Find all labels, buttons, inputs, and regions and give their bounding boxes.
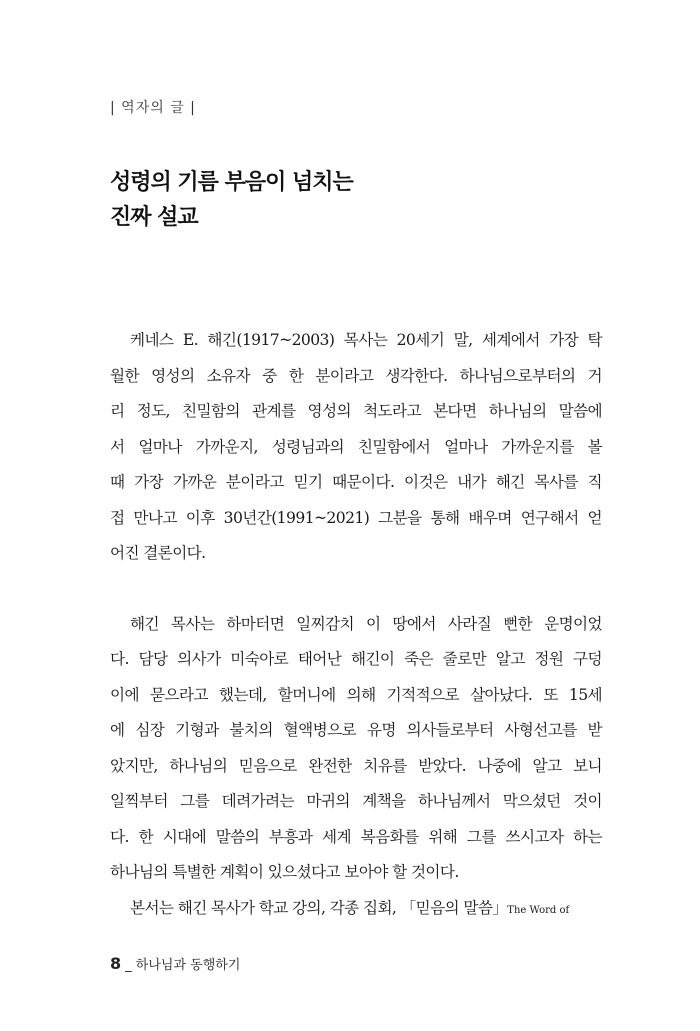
paragraph-1-line: 때 가장 가까운 분이라고 믿기 때문이다. 이것은 내가 해긴 목사를 직 (110, 473, 602, 491)
paragraph-1-line: 접 만나고 이후 30년간(1991~2021) 그분을 통해 배우며 연구해서 얻 (110, 508, 602, 527)
paragraph-1-line: 리 정도, 친밀함의 관계를 영성의 척도라고 본다면 하나님의 말씀에 (110, 402, 602, 420)
section-label: | 역자의 글 | (110, 100, 196, 116)
paragraph-2-line: 았지만, 하나님의 믿음으로 완전한 치유를 받았다. 나중에 알고 보니 (110, 756, 602, 775)
paragraph-2-line: 일찍부터 그를 데려가려는 마귀의 계책을 하나님께서 막으셨던 것이 (110, 792, 602, 810)
footer-separator: _ (125, 958, 132, 973)
paragraph-2-line: 다. 담당 의사가 미숙아로 태어난 해긴이 죽은 줄로만 알고 정원 구덩 (110, 650, 602, 668)
paragraph-2-line: 해긴 목사는 하마터면 일찌감치 이 땅에서 사라질 뻔한 운명이었 (130, 614, 602, 633)
body-text (110, 323, 602, 926)
paragraph-1-line: 어진 결론이다. (110, 544, 206, 562)
paragraph-2-line: 다. 한 시대에 말씀의 부흥과 세계 복음화를 위해 그를 쓰시고자 하는 (110, 827, 602, 846)
paragraph-1-line: 서 얼마나 가까운지, 성령님과의 친밀함에서 얼마나 가까운지를 볼 (110, 437, 602, 456)
page-footer (110, 954, 240, 973)
chapter-title-line-2: 진짜 설교 (110, 205, 198, 230)
english-title-note: The Word of (507, 904, 570, 916)
paragraph-3-text: 본서는 해긴 목사가 학교 강의, 각종 집회, 「믿음의 말씀」 (130, 898, 508, 917)
chapter-title (110, 165, 353, 235)
paragraph-2-line: 에 심장 기형과 불치의 혈액병으로 유명 의사들로부터 사형선고를 받 (110, 721, 602, 739)
paragraph-gap (110, 572, 602, 607)
book-title: 하나님과 동행하기 (135, 958, 241, 973)
paragraph-1-line: 월한 영성의 소유자 중 한 분이라고 생각한다. 하나님으로부터의 거 (110, 366, 602, 385)
chapter-title-line-1: 성령의 기름 부음이 넘치는 (110, 170, 353, 195)
paragraph-2-line: 이에 묻으라고 했는데, 할머니에 의해 기적적으로 살아났다. 또 15세 (110, 685, 602, 704)
paragraph-2-line: 하나님의 특별한 계획이 있으셨다고 보아야 할 것이다. (110, 863, 459, 881)
page-number: 8 (110, 954, 122, 973)
paragraph-1-line: 케네스 E. 해긴(1917~2003) 목사는 20세기 말, 세계에서 가장 탁 (130, 331, 602, 349)
paragraph-3-line (110, 891, 602, 927)
